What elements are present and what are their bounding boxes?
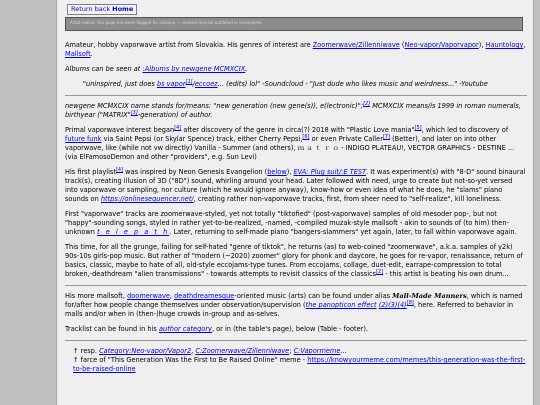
ref-category-link-1[interactable]: Category:Neo-vapor/Vapor2 xyxy=(99,347,192,355)
playlist-paragraph: His first playlist[4] was inspired by Neon Genesis Evangelion (below), EVA: Plug suit/:E TEST. It was experiment(s) with "8-D" sound binaural track(s), creating illusion of 3D ("8D") sound, whirling around your head. Later followed with need, urge to create but not-so-yet versed into vaporwave or sampling, nor culture (which he would ignore anyway), know-how or even idea of what he does, he "slams" piano sounds on https://onlinesequencer.net/, creating rather non-vaporwave tracks, first, from sheer need to "self-realize", kill loneliness. xyxy=(65,167,526,203)
eva-plug-suit-link[interactable]: EVA: Plug suit/:E TEST xyxy=(293,168,367,176)
genre-link-neovapor[interactable]: Neo-vapor/Vaporvapor xyxy=(404,41,479,49)
ref-link-4[interactable]: [4] xyxy=(174,125,182,131)
mallsoft-paragraph: His more mallsoft, doomerwave, deathdreamesque-oriented music (arts) can be found under alias Mall-Made Manners, which is named for/after how people change themselves under observation/supervision (the panopticon effect (2)(3)(4)[8], here. Referred to behavior in malls and/or when in (then-)huge crowds in-group and as-selves. xyxy=(65,292,523,318)
return-home-button[interactable] xyxy=(67,4,137,15)
references-list xyxy=(65,347,527,374)
grunge-paragraph: This time, for all the grunge, failing for self-hated "genre of tiktok", he returns (as) to web-coined "zoomerwave", a.k.a. samples of y2k) 90s-10s girls-pop music. But rather of "modern (~2020) zoomer" glory for phonk and daycore, he goes for re-vapor, renaissance, return of basics, classic, maybe to hate of all, old-style eccojams-type tunes. From eccojams, collage, duet-edit, earrape-compression to total broken,-deathdream "alien transmissions" - towards attempts to revisit classics of the classics[2] - this artist is beating his own drum... xyxy=(65,243,523,278)
deathdreamesque-link[interactable]: deathdreamesque xyxy=(174,292,235,300)
first-tracks-paragraph: First "vaporwave" tracks are zoomerwave-styled, yet not totally "tiktofied" (post-vaporwave) samples of old mesoder pop-, but not "happy"-sounding songs, styled in rather yet-to-be-realized, -named, -compiled muzak-style mallsoft - akin to sounds of (to him) then-unknown t e l e p a t h. Later, returning to self-made piano "bangers-slammers" yet again, later, to fall within vaporwave again. xyxy=(65,210,517,236)
panopticon-refs-link[interactable]: (2)(3)(4) xyxy=(378,301,407,309)
primal-paragraph: Primal vaporwave interest began[4] after discovery of the genre in circa(?) 2018 with "Plastic Love mania"[5], which led to discovery of future funk via Saint Pepsi (or Skylar Spence) track, either Cherry Pepsi,[6] or even Private Caller[7] (Better), and later on into other vaporwave, like (while not vw directly) Vanilla - Summer (and others), ｍ ａ ｔ ｒ ｏ - INDIGO PLATEAU!, VECTOR GRAPHICS - DESTINE ... (via ElFamosoDemon and other "providers", e.g. Sun Levi) xyxy=(65,125,515,161)
eccoez-link[interactable]: eccoez xyxy=(194,80,218,88)
telepath-link[interactable]: t e l e p a t h xyxy=(97,228,170,236)
home-label[interactable]: Home xyxy=(112,5,134,13)
ref-link-7[interactable]: [7] xyxy=(382,134,390,140)
divider xyxy=(65,95,527,96)
bs-vapor-link[interactable]: bs vapor xyxy=(156,80,186,88)
ref-link-1[interactable]: [1] xyxy=(185,79,193,85)
genre-link-zoomerwave[interactable]: Zoomerwave/Zillenniwave xyxy=(312,41,400,49)
ref-back-icon[interactable]: ↑ xyxy=(73,356,81,364)
ref-link-6[interactable]: [6] xyxy=(302,134,310,140)
divider-2 xyxy=(65,285,527,286)
ref-category-link-2[interactable]: C:Zoomerwave/Zillenniwave xyxy=(195,347,290,355)
author-category-link[interactable]: author category xyxy=(158,325,212,333)
ref-link-4b[interactable]: [4] xyxy=(115,167,124,173)
intro-paragraph: Amateur, hobby vaporwave artist from Slovakia. His genres of interest are Zoomerwave/Zillenniwave (Neo-vapor/Vaporvapor), Hauntology, Mallsoft. xyxy=(65,41,526,58)
ref-kym-link[interactable]: https://knowyourmeme.com/memes/this-generation-was-the-first-to-be-raised-online xyxy=(73,356,526,373)
onlinesequencer-link[interactable]: https://onlinesequencer.net/ xyxy=(100,195,194,203)
article-content xyxy=(57,41,533,374)
tracklist-paragraph: Tracklist can be found in his author category, or in (the table's page), below (Table - footer). xyxy=(65,325,369,333)
divider-3 xyxy=(65,340,527,341)
ref-link-3[interactable]: [3] xyxy=(130,110,138,116)
ref-category-link-3[interactable]: C:Vapormeme xyxy=(293,347,341,355)
genre-link-mallsoft[interactable]: Mallsoft xyxy=(65,50,91,58)
future-funk-link[interactable]: future funk xyxy=(65,135,102,143)
doomerwave-link[interactable]: doomerwave xyxy=(127,292,170,300)
below-link[interactable]: below xyxy=(267,168,287,176)
genre-link-hauntology[interactable]: Hauntology xyxy=(485,41,524,49)
albums-link[interactable]: :Albums by newgene MCMXCIX xyxy=(142,65,246,73)
reference-item: ↑ farce of "This Generation Was the First to Be Raised Online" meme - https://knowyourmeme.com/memes/this-generation-was-the-first-to-be-raised-online xyxy=(73,356,526,373)
albums-paragraph: Albums can be seen at :Albums by newgene MCMXCIX. xyxy=(65,65,248,73)
ref-back-icon[interactable]: ↑ xyxy=(73,347,81,355)
ref-link-8[interactable]: [8] xyxy=(406,300,414,306)
banner-text: Artist notice: this page has been flagged for cleanup — content may be outdated or incomplete. xyxy=(70,20,264,25)
ref-link-2b[interactable]: [2] xyxy=(376,269,384,275)
page-container xyxy=(56,0,534,405)
mall-made-manners-alias: Mall-Made Manners xyxy=(392,292,467,300)
ref-link-5[interactable]: [5] xyxy=(414,125,422,131)
panopticon-link[interactable]: the panopticon effect xyxy=(305,301,377,309)
ref-link-2[interactable]: [2] xyxy=(363,101,371,107)
reference-item: ↑ resp. Category:Neo-vapor/Vapor2, C:Zoomerwave/Zillenniwave; C:Vapormeme... xyxy=(73,347,347,355)
name-paragraph: newgene MCMXCIX name stands for/means: "new generation (new gene(s)), e(lectronic)";[2] MCMXCIX means/is 1999 in roman numerals, birthyear ("MATRIX"[3]-generation) of author. xyxy=(65,101,521,119)
quote-block: "uninspired, just does bs vapor[1]/eccoez... (edits) lol" -Soundcloud - "Just dude who likes music and weirdness..." -Youtube xyxy=(83,79,488,88)
return-label[interactable]: Return back xyxy=(71,5,113,13)
notice-banner xyxy=(65,17,523,31)
